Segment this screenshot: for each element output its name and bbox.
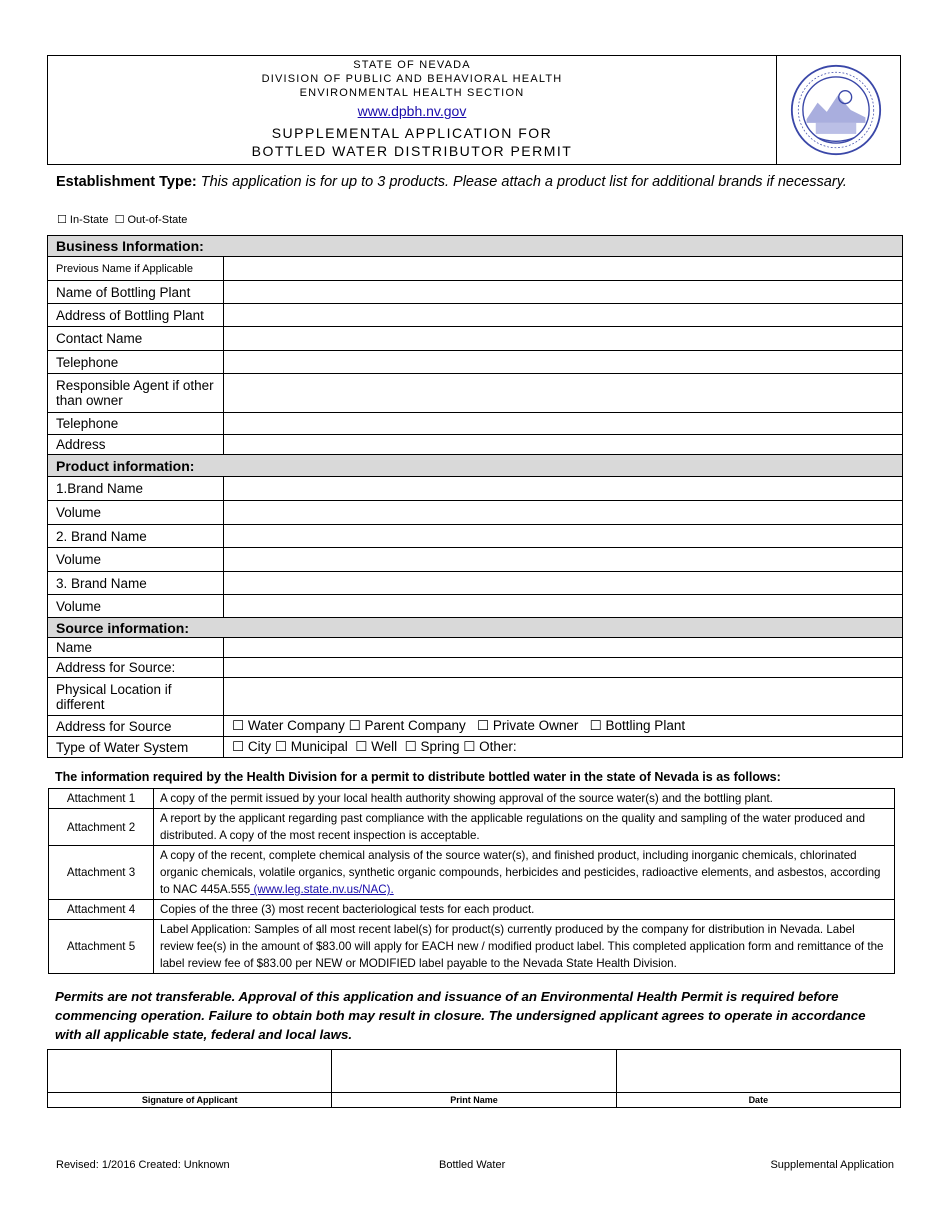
- source-owner-options[interactable]: ☐ Water Company ☐ Parent Company ☐ Private Owner ☐ Bottling Plant: [224, 716, 903, 737]
- responsible-agent-label: Responsible Agent if other than owner: [48, 374, 224, 413]
- water-system-type-label: Type of Water System: [48, 737, 224, 758]
- state-name: STATE OF NEVADA: [353, 59, 471, 71]
- attachment-4-label: Attachment 4: [49, 900, 154, 920]
- brand-name-1-field[interactable]: [224, 477, 903, 501]
- permits-note: Permits are not transferable. Approval of this application and issuance of an Environmental Health Permit is required before commencing operation. Failure to obtain both may result in closure. The undersigned applicant agrees to operate in accordance with all applicable state, federal and local laws.: [55, 989, 866, 1042]
- establishment-options: [57, 213, 187, 226]
- brand-name-3-label: 3. Brand Name: [48, 572, 224, 595]
- source-name-field[interactable]: [224, 638, 903, 658]
- signature-table: [47, 1049, 901, 1108]
- brand-name-2-label: 2. Brand Name: [48, 525, 224, 548]
- form-title-line1: SUPPLEMENTAL APPLICATION FOR: [271, 125, 553, 141]
- telephone-label: Telephone: [48, 351, 224, 374]
- source-name-label: Name: [48, 638, 224, 658]
- agent-telephone-label: Telephone: [48, 413, 224, 435]
- attachment-2-text: A report by the applicant regarding past compliance with the applicable regulations on the quality and sampling of the water produced and distributed. A copy of the most recent inspection is acceptable.: [154, 809, 895, 846]
- previous-name-label: Previous Name if Applicable: [48, 257, 224, 281]
- application-form-table: [47, 235, 903, 758]
- establishment-note: This application is for up to 3 products. Please attach a product list for additional brands if necessary.: [200, 174, 847, 190]
- product-info-heading: Product information:: [48, 455, 903, 477]
- source-address-label: Address for Source:: [48, 658, 224, 678]
- bottling-plant-name-field[interactable]: [224, 281, 903, 304]
- date-field[interactable]: [616, 1050, 900, 1093]
- volume-3-field[interactable]: [224, 595, 903, 618]
- attachment-3-text: A copy of the recent, complete chemical analysis of the source water(s), and finished product, including inorganic chemicals, chlorinated organic chemicals, volatile organics, synthetic organic compounds, herbicides and pesticides, radioactive elements, and asbestos, according to NAC 445A.555: [160, 849, 881, 896]
- division-name: DIVISION OF PUBLIC AND BEHAVIORAL HEALTH: [261, 73, 563, 85]
- previous-name-field[interactable]: [224, 257, 903, 281]
- attachment-2-label: Attachment 2: [49, 809, 154, 846]
- contact-name-label: Contact Name: [48, 327, 224, 351]
- date-caption: Date: [616, 1093, 900, 1108]
- contact-name-field[interactable]: [224, 327, 903, 351]
- website-link[interactable]: www.dpbh.nv.gov: [357, 103, 467, 119]
- footer-right: Supplemental Application: [770, 1159, 894, 1171]
- bottling-plant-address-label: Address of Bottling Plant: [48, 304, 224, 327]
- signature-caption: Signature of Applicant: [48, 1093, 332, 1108]
- in-state-checkbox[interactable]: ☐ In-State: [57, 214, 109, 226]
- physical-location-field[interactable]: [224, 678, 903, 716]
- volume-1-field[interactable]: [224, 501, 903, 525]
- brand-name-2-field[interactable]: [224, 525, 903, 548]
- establishment-type: [56, 172, 856, 192]
- header-box: [47, 55, 901, 165]
- out-of-state-checkbox[interactable]: ☐ Out-of-State: [114, 214, 188, 226]
- bottling-plant-name-label: Name of Bottling Plant: [48, 281, 224, 304]
- responsible-agent-field[interactable]: [224, 374, 903, 413]
- state-seal-icon: [790, 64, 882, 156]
- business-info-heading: Business Information:: [48, 236, 903, 257]
- attachment-5-label: Attachment 5: [49, 920, 154, 974]
- attachment-3-cell: [154, 846, 895, 900]
- attachments-table: [48, 788, 895, 974]
- attachment-3-label: Attachment 3: [49, 846, 154, 900]
- volume-2-label: Volume: [48, 548, 224, 572]
- signature-field[interactable]: [48, 1050, 332, 1093]
- source-owner-label: Address for Source: [48, 716, 224, 737]
- volume-2-field[interactable]: [224, 548, 903, 572]
- requirements-heading: The information required by the Health Division for a permit to distribute bottled water in the state of Nevada is as follows:: [55, 770, 781, 784]
- print-name-field[interactable]: [332, 1050, 616, 1093]
- physical-location-label: Physical Location if different: [48, 678, 224, 716]
- source-info-heading: Source information:: [48, 618, 903, 638]
- volume-3-label: Volume: [48, 595, 224, 618]
- form-title-line2: BOTTLED WATER DISTRIBUTOR PERMIT: [251, 143, 573, 159]
- section-name: ENVIRONMENTAL HEALTH SECTION: [299, 87, 525, 99]
- agent-address-label: Address: [48, 435, 224, 455]
- footer-center: Bottled Water: [439, 1159, 506, 1171]
- attachment-4-text: Copies of the three (3) most recent bacteriological tests for each product.: [154, 900, 895, 920]
- brand-name-1-label: 1.Brand Name: [48, 477, 224, 501]
- telephone-field[interactable]: [224, 351, 903, 374]
- establishment-label: Establishment Type:: [56, 174, 197, 190]
- attachment-1-label: Attachment 1: [49, 789, 154, 809]
- agent-address-field[interactable]: [224, 435, 903, 455]
- print-name-caption: Print Name: [332, 1093, 616, 1108]
- water-system-type-options[interactable]: ☐ City ☐ Municipal ☐ Well ☐ Spring ☐ Other:: [224, 737, 903, 758]
- volume-1-label: Volume: [48, 501, 224, 525]
- header-text: [48, 56, 777, 164]
- source-address-field[interactable]: [224, 658, 903, 678]
- agent-telephone-field[interactable]: [224, 413, 903, 435]
- bottling-plant-address-field[interactable]: [224, 304, 903, 327]
- footer-revision: Revised: 1/2016 Created: Unknown: [56, 1159, 230, 1171]
- brand-name-3-field[interactable]: [224, 572, 903, 595]
- nac-link[interactable]: (www.leg.state.nv.us/NAC).: [250, 883, 394, 896]
- attachment-5-text: Label Application: Samples of all most recent label(s) for product(s) currently produced by the company for distribution in Nevada. Label review fee(s) in the amount of $83.00 will apply for EACH new / modified product label. This completed application form and remittance of the label review fee of $83.00 per NEW or MODIFIED label payable to the Nevada State Health Division.: [154, 920, 895, 974]
- attachment-1-text: A copy of the permit issued by your local health authority showing approval of the source water(s) and the bottling plant.: [154, 789, 895, 809]
